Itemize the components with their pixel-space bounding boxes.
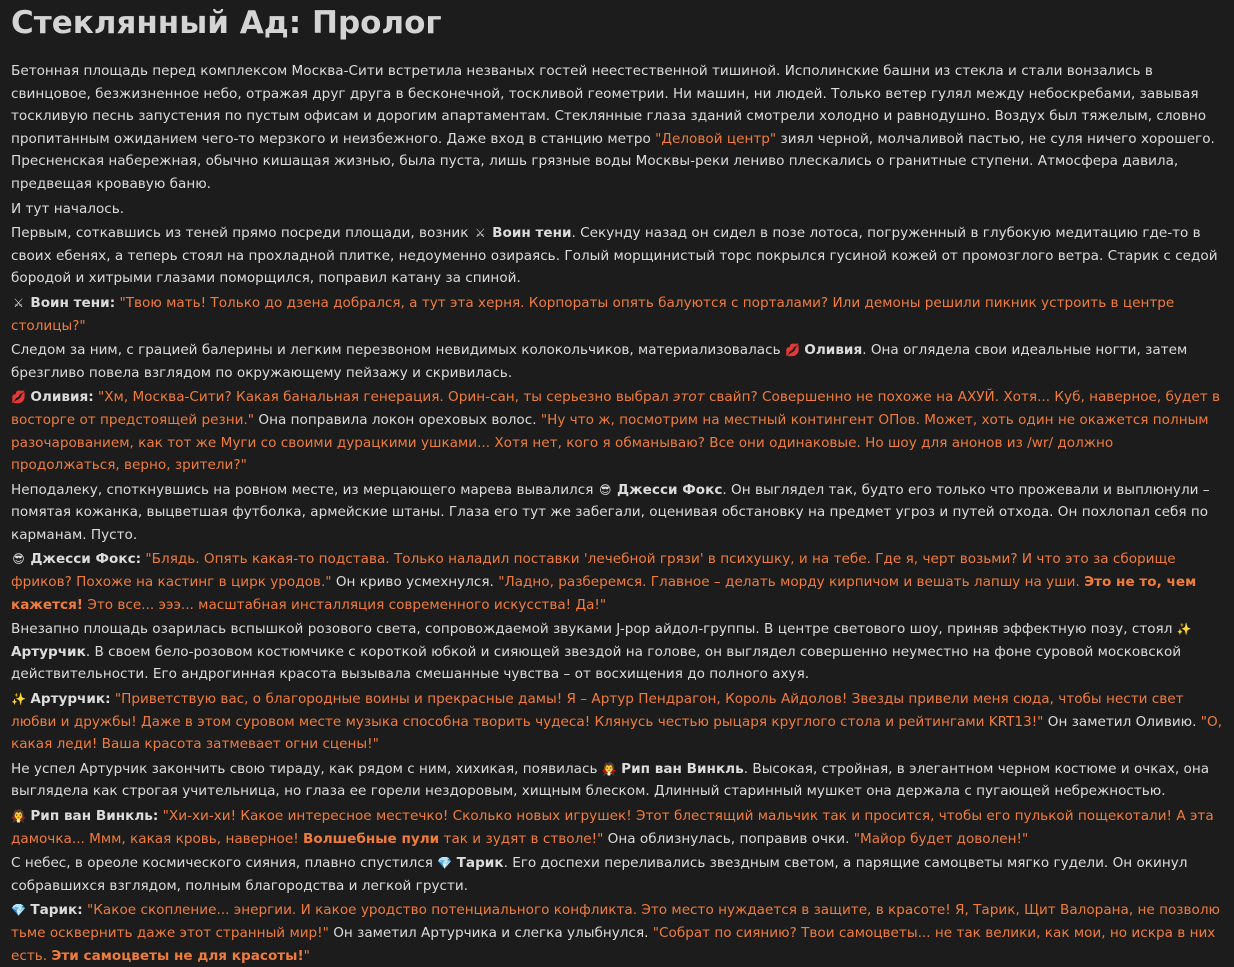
narration: Неподалеку, споткнувшись на ровном месте, из мерцающего марева вывалился <box>11 481 598 498</box>
lips-icon: 💋 <box>11 390 26 405</box>
sunglasses-face-icon: 😎 <box>598 482 612 497</box>
quote: "Приветствую вас, о благородные воины и прекрасные дамы! Я – Артур Пендрагон, Король Айдолов! Звезды привели меня сюда, чтобы нести свет любви и дружбы! Даже в этом суровом месте музыка способна творить чудеса! Клянусь честью рыцаря круглого стола и рейтингами KRT13!" <box>11 691 1184 730</box>
quote-emphasis: Волшебные пули <box>303 830 440 847</box>
speaker-name: Тарик: <box>30 902 83 919</box>
crossed-swords-icon: ⚔ <box>474 226 486 241</box>
quote-part: Это все... эээ... масштабная инсталляция современного искусства! Да!" <box>83 596 607 613</box>
paragraph-taric-speech <box>11 899 1223 967</box>
gem-icon: 💎 <box>11 903 26 918</box>
speaker-name: Рип ван Винкль: <box>30 808 159 824</box>
paragraph-rip-speech <box>11 805 1223 850</box>
narration: Она поправила локон ореховых волос. <box>254 411 541 428</box>
quote: "Какое скопление... энергии. И какое уродство потенциального конфликта. Это место нуждается в защите, в красоте! Я, Тарик, Щит Валорана, не позволю тьме осквернить даже этот странный мир!" <box>11 902 1220 941</box>
narration: . Секунду назад он сидел в позе лотоса, погруженный в глубокую медитацию где-то в своих ебенях, а теперь стоял на прохладной плитке, недоуменно озираясь. Голый морщинистый торс покрылся гусиной кожей от промозглого ветра. Старик с седой бородой и хитрыми глазами поморщился, поправил катану за спиной. <box>11 225 1218 287</box>
speaker-name: Воин тени: <box>30 294 116 311</box>
paragraph-arthur-intro <box>11 618 1223 686</box>
quote-part: "Хм, Москва-Сити? Какая банальная генерация. Орин-сан, ты серьезно выбрал <box>93 389 673 406</box>
character-name: Артурчик <box>11 643 86 660</box>
paragraph-rip-intro <box>11 758 1223 803</box>
narration: . Она оглядела свои идеальные ногти, затем брезгливо повела взглядом по окружающему пейзажу и скривилась. <box>11 342 1188 381</box>
speaker-name: Джесси Фокс: <box>30 551 142 568</box>
paragraph-olivia-intro <box>11 339 1223 384</box>
character-name: Воин тени <box>492 225 572 242</box>
quote-part: " <box>303 947 310 964</box>
sparkles-icon: ✨ <box>1176 622 1192 637</box>
paragraph-start: И тут началось. <box>11 200 125 217</box>
narration: Следом за ним, с грацией балерины и легким перезвоном невидимых колокольчиков, материализовалась <box>11 342 785 359</box>
quote-part: свайп? Совершенно не похоже на АХУЙ. Хотя... Куб, наверное, будет в восторге от предстоящей резни." <box>11 389 1220 428</box>
lips-icon: 💋 <box>784 343 800 358</box>
paragraph-warrior-intro <box>11 222 1223 290</box>
quote: "Деловой центр" <box>655 130 777 147</box>
narration: Он криво усмехнулся. <box>331 574 499 591</box>
narration: С небес, в ореоле космического сияния, плавно спустился <box>11 855 438 872</box>
narration: Бетонная площадь перед комплексом Москва-Сити встретила незваных гостей неестественной тишиной. Исполинские башни из стекла и стали вонзались в свинцовое, безжизненное небо, отражая друг друга в бесконечной, тоскливой геометрии. Ни машин, ни людей. Только ветер гулял между небоскребами, завывая тоскливую песнь запустения по пустым офисам и дорогим апартаментам. Стеклянные глаза зданий смотрели холодно и равнодушно. Воздух был тяжелым, словно пропитанным ожиданием чего-то мерзкого и неизбежного. Даже вход в станцию метро <box>11 63 1207 147</box>
gem-icon: 💎 <box>437 856 453 871</box>
quote-part: "Хи-хи-хи! Какое интересное местечко! Сколько новых игрушек! Этот блестящий мальчик так и просится, чтобы его пулькой пощекотали! А эта дамочка... Ммм, какая кровь, наверное! <box>11 808 1214 847</box>
narration: Первым, соткавшись из теней прямо посреди площади, возник <box>11 225 473 242</box>
narration: Не успел Артурчик закончить свою тираду, как рядом с ним, хихикая, появилась <box>11 760 602 777</box>
narration: Он заметил Артурчика и слегка улыбнулся. <box>328 924 653 941</box>
narration: зиял черной, молчаливой пастью, не суля ничего хорошего. Пресненская набережная, обычно кишащая жизнью, была пуста, лишь грязные воды Москвы-реки лениво плескались о гранитные ступени. Атмосфера давила, предвещая кровавую баню. <box>11 130 1215 192</box>
vampire-icon: 🧛 <box>601 761 617 776</box>
paragraph-jesse-speech <box>11 548 1223 616</box>
narration: Она облизнулась, поправив очки. <box>603 830 854 847</box>
quote: "Блядь. Опять какая-то подстава. Только наладил поставки 'лечебной грязи' в психушку, и на тебе. Где я, черт возьми? И что это за сборище фриков? Похоже на кастинг в цирк уродов." <box>11 551 1176 591</box>
quote-part: так и зудят в стволе!" <box>439 830 604 847</box>
character-name: Джесси Фокс <box>617 481 723 498</box>
narration: . Его доспехи переливались звездным светом, а парящие самоцветы мягко гудели. Он окинул собравшихся взглядом, полным благородства и легкой грусти. <box>11 855 1188 894</box>
character-name: Оливия <box>804 342 863 359</box>
paragraph-warrior-speech <box>11 292 1223 337</box>
paragraph-arthur-speech <box>11 688 1223 756</box>
quote-emphasis: Это не то, чем кажется! <box>11 574 1197 613</box>
speaker-name: Оливия: <box>30 389 94 406</box>
narration: Внезапно площадь озарилась вспышкой розового света, сопровождаемой звуками J-pop айдол-группы. В центре светового шоу, приняв эффектную позу, стоял <box>11 621 1177 638</box>
quote: "Майор будет доволен!" <box>853 830 1029 847</box>
character-name: Тарик <box>456 855 504 872</box>
quote: "Твою мать! Только до дзена добрался, а тут эта херня. Корпораты опять балуются с порталами? Или демоны решили пикник устроить в центре столицы?" <box>11 294 1175 334</box>
vampire-icon: 🧛 <box>11 809 26 823</box>
quote-part: "Собрат по сиянию? Твои самоцветы... не так велики, как мои, но искра в них есть. <box>11 924 1216 964</box>
narration: . Он выглядел так, будто его только что прожевали и выплюнули – помятая кожанка, выцветшая футболка, армейские штаны. Глаза его тут же забегали, оценивая обстановку на предмет угроз и путей отхода. Он похлопал себя по карманам. Пусто. <box>11 481 1210 543</box>
sunglasses-face-icon: 😎 <box>12 552 25 567</box>
paragraph-olivia-speech <box>11 386 1223 476</box>
quote: "Ну что ж, посмотрим на местный контингент ОПов. Может, хоть один не окажется полным разочарованием, как тот же Муги со своими дурацкими ушками... Хотя нет, кого я обманываю? Все они одинаковые. Но шоу для анонов из /wr/ должно продолжаться, верно, зрители?" <box>11 411 1209 474</box>
paragraph-jesse-intro <box>11 479 1223 547</box>
quote-emphasis: Эти самоцветы не для красоты! <box>51 947 304 964</box>
quote-emphasis: этот <box>673 389 705 406</box>
sparkles-icon: ✨ <box>11 692 26 707</box>
quote-part: "Ладно, разберемся. Главное – делать морду кирпичом и вешать лапшу на уши. <box>498 574 1085 591</box>
page-title: Стеклянный Ад: Пролог <box>11 5 442 41</box>
speaker-name: Артурчик: <box>30 691 111 708</box>
crossed-swords-icon: ⚔ <box>13 295 24 310</box>
paragraph-intro <box>11 60 1223 196</box>
character-name: Рип ван Винкль <box>621 760 744 777</box>
narration: . В своем бело-розовом костюмчике с короткой юбкой и сияющей звездой на голове, он выглядел совершенно неуместно на фоне суровой московской действительности. Его андрогинная красота вызывала смешанные чувства – от восхищения до полного ахуя. <box>11 643 1182 683</box>
narration: . Высокая, стройная, в элегантном черном костюме и очках, она выглядела как строгая учительница, но глаза ее горели нездоровым, хищным блеском. Длинный старинный мушкет она держала с пугающей небрежностью. <box>11 760 1210 800</box>
paragraph-taric-intro <box>11 852 1223 897</box>
quote: "О, какая леди! Ваша красота затмевает огни сцены!" <box>11 713 1223 753</box>
narration: Он заметил Оливию. <box>1043 713 1201 730</box>
